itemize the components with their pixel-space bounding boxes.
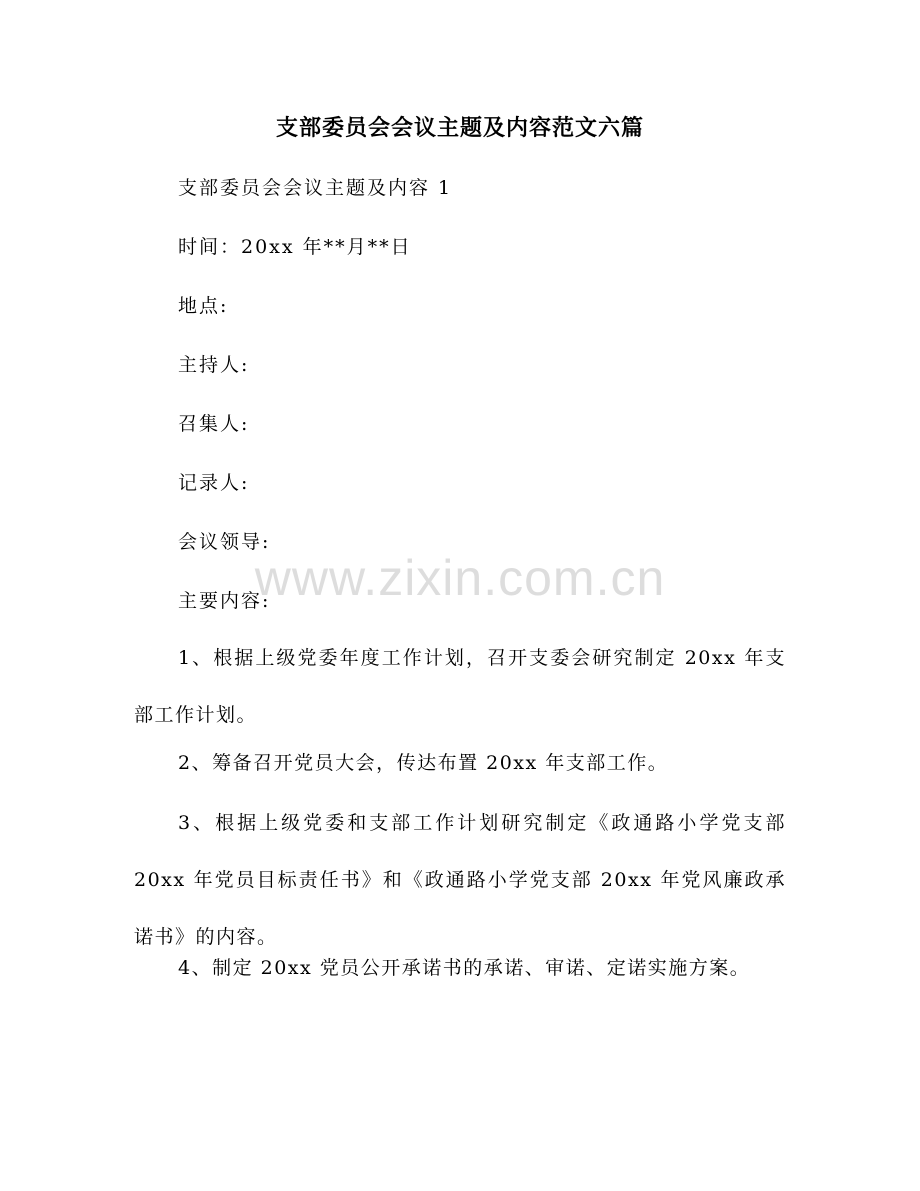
section-heading: 支部委员会会议主题及内容 1 [178, 177, 453, 199]
list-item: 4、制定 20xx 党员公开承诺书的承诺、审诺、定诺实施方案。 [178, 957, 751, 979]
field-recorder: 记录人: [178, 472, 250, 494]
list-item: 3、根据上级党委和支部工作计划研究制定《政通路小学党支部 20xx 年党员目标责任书》和《政通路小学党支部 20xx 年党风廉政承诺书》的内容。 [134, 812, 786, 948]
list-item: 2、筹备召开党员大会，传达布置 20xx 年支部工作。 [178, 752, 669, 774]
document-title: 支部委员会会议主题及内容范文六篇 [275, 115, 644, 141]
field-convener: 召集人: [178, 413, 250, 435]
field-time: 时间：20xx 年**月**日 [178, 236, 412, 258]
list-item: 1、根据上级党委年度工作计划，召开支委会研究制定 20xx 年支部工作计划。 [134, 647, 786, 726]
field-place: 地点: [178, 295, 229, 317]
field-main-content: 主要内容: [178, 590, 271, 612]
field-leader: 会议领导: [178, 531, 271, 553]
field-host: 主持人: [178, 354, 250, 376]
watermark: www.zixin.com.cn [254, 550, 666, 606]
